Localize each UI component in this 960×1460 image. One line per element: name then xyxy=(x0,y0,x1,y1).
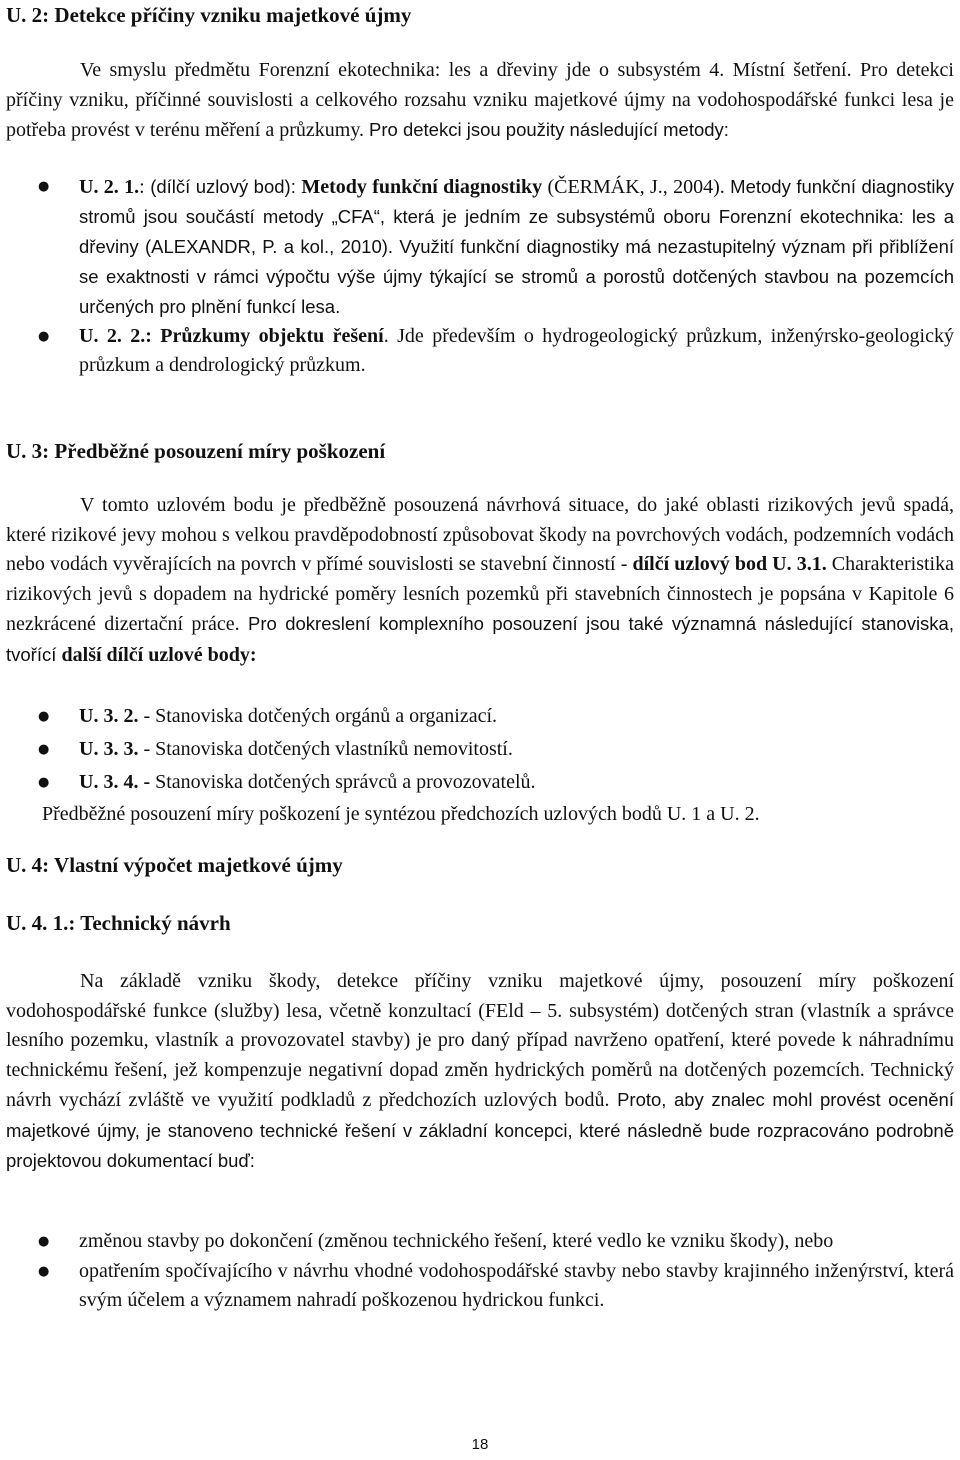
u2-1-ref: (ČERMÁK, J., 2004). xyxy=(542,176,725,198)
list-item-u3-4 xyxy=(79,768,954,797)
u3-3-code: U. 3. 3. xyxy=(79,738,139,760)
u3-heading-rest: 3: Předběžné posouzení míry poškození xyxy=(31,439,386,463)
u4-paragraph xyxy=(6,967,954,1177)
list-item-u4-option-2: ● opatřením spočívajícího v návrhu vhodné vodohospodářské stavby nebo stavby krajinného inženýrství, která svým účelem a významem nahradí poškozenou hydrickou funkci. xyxy=(79,1257,954,1315)
u4-1-subheading: U. 4. 1.: Technický návrh xyxy=(6,911,231,935)
u3-stanoviska-list xyxy=(79,702,954,801)
list-item-u4-option-1: ● změnou stavby po dokončení (změnou technického řešení, které vedlo ke vzniku škody), nebo xyxy=(79,1227,954,1256)
u3-para-bold1: dílčí uzlový bod U. 3.1. xyxy=(632,553,827,575)
u2-1-sans-b: Metody funkční diagnostiky stromů jsou součástí metody „CFA“, která je jedním ze subsystémů oboru Forenzní ekotechnika: les a dřeviny (ALEXANDR, P. a kol., 2010). Využití funkční diagnostiky má nezastupitelný význam při přiblížení se exaktnosti v rámci výpočtu výše újmy týkající se stromů a porostů dotčených stavbou na pozemcích určených pro plnění funkcí lesa. xyxy=(79,176,955,317)
u3-para-bold2: další dílčí uzlové body: xyxy=(61,643,257,666)
u2-1-code: U. 2. 1. xyxy=(79,176,140,198)
u3-paragraph xyxy=(6,491,954,670)
u4-heading: U. 4: Vlastní výpočet majetkové újmy xyxy=(6,853,343,877)
u2-2-rest: . Jde především o hydrogeologický průzkum, inženýrsko-geologický průzkum a dendrologický průzkum. xyxy=(79,325,954,376)
list-item-u3-3 xyxy=(79,735,954,764)
u4-options-list xyxy=(79,1227,954,1316)
u3-2-text: - Stanoviska dotčených orgánů a organizací. xyxy=(138,705,498,727)
u4-para-a: Na základě vzniku škody, detekce příčiny vzniku majetkové újmy, posouzení míry poškození vodohospodářské funkce (služby) lesa, včetně konzultací (FEld – 5. subsystém) dotčených stran (vlastník a správce lesního pozemku, vlastník a provozovatel stavby) je pro daný případ navrženo opatření, které povede k náhradnímu technickému řešení, jež kompenzuje negativní dopad změn hydrických poměrů na dotčených pozemcích. Technický návrh vychází zvláště ve využití podkladů z předchozích uzlových bodů. xyxy=(6,970,954,1111)
u4-para-sans: Proto, aby znalec mohl provést ocenění majetkové újmy, je stanoveno technické řešení v základní koncepci, které následně bude rozpracováno podrobně projektovou dokumentací buď: xyxy=(6,1089,954,1171)
u2-intro-text: Ve smyslu předmětu Forenzní ekotechnika: les a dřeviny jde o subsystém 4. Místní šetření. Pro detekci příčiny vzniku, příčinné souvislosti a celkového rozsahu vzniku majetkové újmy na vodohospodářské funkci lesa je potřeba provést v terénu měření a průzkumy. xyxy=(6,59,954,141)
u2-method-list xyxy=(79,172,954,380)
u2-1-sans-a: (dílčí uzlový bod): xyxy=(144,176,302,197)
u2-intro-sans-text: Pro detekci jsou použity následující metody: xyxy=(369,119,729,140)
u2-intro-paragraph xyxy=(6,56,954,146)
u2-1-title: Metody funkční diagnostiky xyxy=(301,176,543,198)
u3-4-text: Stanoviska dotčených správců a provozovatelů. xyxy=(150,771,536,793)
u3-para-b: Charakteristika rizikových jevů s dopadem na hydrické poměry lesních pozemků při stavebních činnostech je popsána v Kapitole 6 nezkrácené dizertační práce. xyxy=(6,553,954,635)
list-item-u3-2 xyxy=(79,702,954,731)
u2-1-colon: : xyxy=(139,176,145,198)
u2-2-code: U. 2. 2. xyxy=(79,325,146,347)
u3-2-code: U. 3. 2. xyxy=(79,705,139,727)
u3-heading xyxy=(6,438,385,464)
u3-heading-prefix: U. xyxy=(6,439,32,463)
u3-para-a: V tomto uzlovém bodu je předběžně posouzená návrhová situace, do jaké oblasti rizikových jevů spadá, které rizikové jevy mohou s velkou pravděpodobností způsobovat škody na povrchových vodách, podzemních vodách nebo vodách vyvěrajících na povrch v přímé souvislosti se stavební činností - xyxy=(6,494,954,575)
list-item-u2-2 xyxy=(79,322,954,380)
u3-3-text: - Stanoviska dotčených vlastníků nemovitostí. xyxy=(138,738,513,760)
u2-2-title: : Průzkumy objektu řešení xyxy=(145,325,384,347)
list-item-u2-1 xyxy=(79,172,954,322)
page-number: 18 xyxy=(471,1436,489,1453)
u3-para-c: Pro dokreslení komplexního posouzení jsou také významná následující stanoviska, tvořící xyxy=(6,613,954,665)
u3-4-code: U. 3. 4. - xyxy=(79,771,151,793)
u3-summary: Předběžné posouzení míry poškození je syntézou předchozích uzlových bodů U. 1 a U. 2. xyxy=(42,803,760,825)
u2-heading: U. 2: Detekce příčiny vzniku majetkové újmy xyxy=(6,3,412,27)
